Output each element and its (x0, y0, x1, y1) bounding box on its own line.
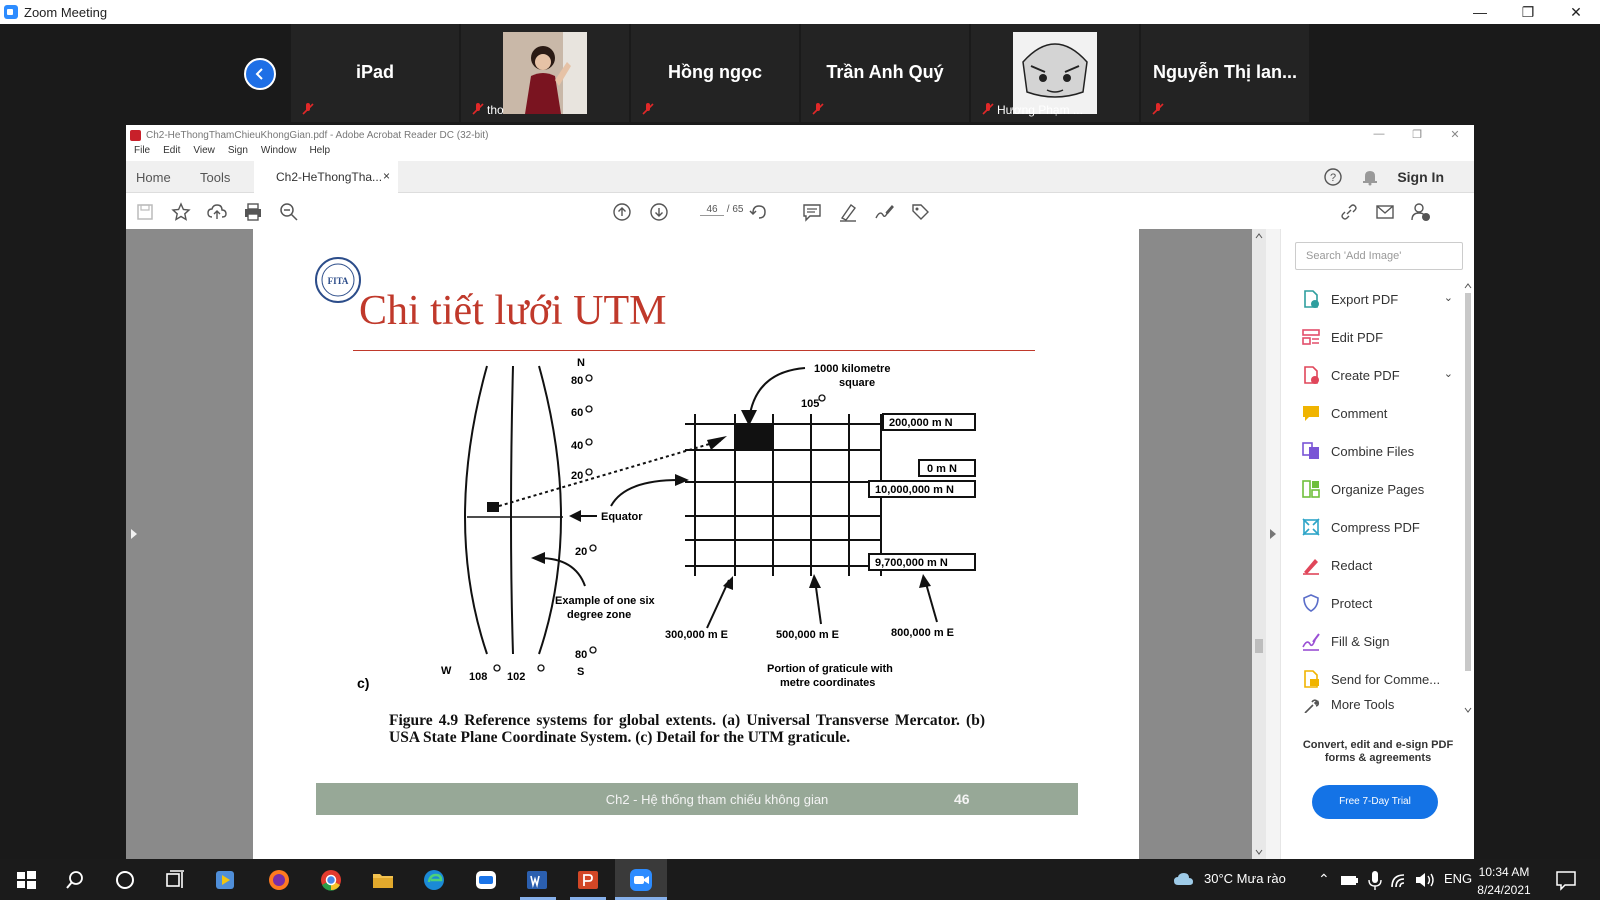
tool-label: Edit PDF (1331, 329, 1384, 345)
participant-name: iPad (355, 62, 394, 82)
notification-icon[interactable] (1553, 867, 1579, 893)
chevron-left-icon (253, 67, 267, 81)
chevron-down-icon[interactable]: ⌄ (1443, 292, 1453, 304)
clock-time: 10:34 AM (1478, 865, 1530, 879)
label-km-square-line1: 1000 kilometre (814, 363, 891, 375)
tool-protect[interactable] (1301, 591, 1471, 615)
organize-pages-icon (1301, 479, 1321, 499)
slide-footer (316, 783, 1078, 815)
participant-label: Hương Phạm ... (997, 103, 1083, 117)
pdf-page (253, 229, 1139, 859)
label-lon-108: 108 (469, 671, 488, 683)
combine-files-icon (1301, 441, 1321, 461)
zoom-taskbar-button[interactable] (615, 859, 667, 900)
label-lat-40: 40 (571, 440, 584, 452)
chrome-icon[interactable] (318, 867, 344, 893)
tab-tools[interactable]: Tools (200, 170, 231, 185)
shield-icon (1301, 593, 1321, 613)
tool-label: More Tools (1331, 697, 1395, 712)
acrobat-restore-button[interactable]: ❐ (1412, 128, 1422, 141)
scroll-up-icon[interactable] (1255, 233, 1263, 239)
tool-fill-sign[interactable] (1301, 629, 1471, 653)
tool-compress-pdf[interactable] (1301, 515, 1471, 539)
restore-button[interactable]: ❐ (1521, 3, 1535, 20)
export-pdf-icon (1301, 289, 1321, 309)
clock[interactable] (1470, 863, 1538, 899)
file-explorer-icon[interactable] (370, 867, 396, 893)
share-tag-icon[interactable] (909, 201, 931, 223)
tool-label: Organize Pages (1331, 481, 1425, 497)
menu-help[interactable]: Help (309, 145, 331, 156)
firefox-icon[interactable] (266, 867, 292, 893)
cortana-icon[interactable] (112, 867, 138, 893)
zoom-title-bar (0, 0, 1600, 24)
collapse-panel-icon (1269, 529, 1277, 539)
page-number-input[interactable]: 46 (700, 204, 724, 216)
wrench-icon (1301, 697, 1321, 713)
label-portion-line2: metre coordinates (780, 677, 876, 689)
zalo-icon[interactable] (473, 867, 499, 893)
save-icon[interactable] (134, 201, 156, 223)
mic-muted-icon (301, 102, 315, 116)
label-zone-line1: Example of one six (555, 595, 655, 607)
participant-tile[interactable] (461, 24, 629, 122)
label-800000-m-e: 800,000 m E (891, 627, 954, 639)
weather-text[interactable]: 30°C Mưa rào (1204, 871, 1286, 886)
mic-muted-icon (641, 102, 655, 116)
tool-label: Compress PDF (1331, 519, 1420, 535)
comment-tool-icon (1301, 403, 1321, 423)
tool-send-for-comments[interactable] (1301, 667, 1471, 691)
weather-icon (1172, 867, 1198, 893)
promo-text: Convert, edit and e-sign PDF forms & agreements (1302, 739, 1454, 764)
mic-muted-icon (1151, 102, 1165, 116)
comment-icon[interactable] (801, 201, 823, 223)
tool-label: Create PDF (1331, 367, 1400, 383)
tool-organize-pages[interactable] (1301, 477, 1471, 501)
tools-search-input[interactable]: Search 'Add Image' (1295, 242, 1463, 270)
tool-label: Send for Comme... (1331, 671, 1441, 687)
page-number-control (700, 204, 743, 216)
tool-combine-files[interactable] (1301, 439, 1471, 463)
acrobat-window (126, 125, 1474, 859)
clock-date: 8/24/2021 (1477, 883, 1531, 897)
tool-create-pdf[interactable] (1301, 363, 1471, 387)
menu-file[interactable]: File (134, 145, 151, 156)
redact-icon (1301, 555, 1321, 575)
menu-window[interactable]: Window (260, 145, 297, 156)
taskbar (0, 859, 1600, 900)
tool-label: Fill & Sign (1331, 633, 1390, 649)
zoom-window-title: Zoom Meeting (24, 4, 108, 20)
language-indicator[interactable]: ENG (1444, 871, 1473, 886)
task-view-icon[interactable] (162, 867, 188, 893)
tab-document[interactable] (254, 161, 398, 193)
participant-tile[interactable] (801, 24, 969, 122)
windows-start-icon[interactable] (13, 867, 39, 893)
wifi-icon[interactable] (1388, 867, 1414, 893)
participant-tile[interactable] (631, 24, 799, 122)
powerpoint-icon[interactable] (575, 867, 601, 893)
tab-bar (126, 161, 1474, 193)
label-10000000-m-n: 10,000,000 m N (875, 484, 954, 496)
tool-more-tools[interactable] (1301, 697, 1471, 713)
zoom-window-controls (1456, 0, 1600, 24)
create-pdf-icon (1301, 365, 1321, 385)
account-area (1323, 167, 1444, 187)
tool-label: Protect (1331, 595, 1373, 611)
add-user-icon[interactable] (1410, 201, 1432, 223)
send-for-comments-icon (1301, 669, 1321, 689)
scroll-down-icon[interactable] (1255, 849, 1263, 855)
acrobat-title-bar (126, 125, 1474, 145)
menu-sign[interactable]: Sign (227, 145, 248, 156)
logo-text: FITA (327, 276, 349, 286)
figure-caption: Figure 4.9 Reference systems for global extents. (a) Universal Transverse Mercator. (b) USA State Plane Coordinate System. (c) Detail for the UTM graticule. (389, 712, 985, 746)
label-portion-line1: Portion of graticule with (767, 663, 893, 675)
label-0-m-n: 0 m N (927, 463, 957, 475)
title-divider (353, 350, 1035, 351)
participant-label: tho (487, 103, 504, 117)
previous-page-button[interactable] (244, 58, 276, 90)
menu-bar (126, 145, 1474, 161)
microphone-icon[interactable] (1362, 867, 1388, 893)
minimize-button[interactable]: — (1473, 4, 1487, 20)
participant-tile[interactable] (1141, 24, 1309, 122)
chevron-down-icon[interactable]: ⌄ (1443, 368, 1453, 380)
link-share-icon[interactable] (1338, 201, 1360, 223)
label-lon-102: 102 (507, 671, 526, 683)
sign-icon[interactable] (873, 201, 895, 223)
zoom-out-icon[interactable] (278, 201, 300, 223)
edge-icon[interactable] (421, 867, 447, 893)
tools-scrollbar[interactable] (1463, 283, 1473, 713)
close-button[interactable]: ✕ (1570, 3, 1582, 20)
battery-icon[interactable] (1336, 867, 1362, 893)
tool-label: Redact (1331, 557, 1373, 573)
label-lat-60: 60 (571, 407, 584, 419)
media-player-icon[interactable] (212, 867, 238, 893)
zoom-app-icon (4, 5, 18, 19)
slide-title: Chi tiết lưới UTM (359, 288, 667, 334)
document-scrollbar[interactable] (1252, 229, 1266, 859)
left-panel-toggle-icon[interactable] (130, 529, 138, 539)
pdf-icon (130, 130, 141, 141)
highlight-icon[interactable] (837, 201, 859, 223)
mic-muted-icon (981, 102, 995, 116)
fill-sign-icon (1301, 631, 1321, 651)
participant-name: Trần Anh Quý (826, 62, 944, 82)
compress-pdf-icon (1301, 517, 1321, 537)
label-9700000-m-n: 9,700,000 m N (875, 557, 948, 569)
menu-edit[interactable]: Edit (163, 145, 181, 156)
scroll-thumb[interactable] (1255, 639, 1263, 653)
menu-view[interactable]: View (193, 145, 215, 156)
participant-tile[interactable] (291, 24, 459, 122)
label-panel-c: c) (357, 675, 370, 691)
label-lat-20: 20 (571, 470, 584, 482)
label-w: W (441, 665, 452, 677)
tool-label: Comment (1331, 405, 1388, 421)
email-icon[interactable] (1374, 201, 1396, 223)
acrobat-window-controls (1360, 125, 1474, 143)
word-icon[interactable] (524, 867, 550, 893)
participant-video (503, 32, 587, 114)
tool-label: Combine Files (1331, 443, 1415, 459)
free-trial-button[interactable]: Free 7-Day Trial (1312, 785, 1438, 819)
svg-text:?: ? (1330, 172, 1337, 184)
university-logo (315, 257, 361, 303)
print-icon[interactable] (242, 201, 264, 223)
page-separator: / (726, 204, 730, 215)
help-icon[interactable] (1323, 167, 1343, 187)
tool-edit-pdf[interactable] (1301, 325, 1471, 349)
label-equator: Equator (601, 511, 643, 523)
document-tab-label: Ch2-HeThongTha... (276, 170, 383, 184)
participant-name: Nguyễn Thị lan... (1152, 62, 1297, 82)
previous-page-icon[interactable] (611, 201, 633, 223)
cloud-upload-icon[interactable] (206, 201, 228, 223)
bell-icon[interactable] (1361, 168, 1379, 186)
label-lat-80-south: 80 (575, 649, 588, 661)
search-icon[interactable] (62, 867, 88, 893)
acrobat-close-button[interactable]: ✕ (1450, 128, 1460, 141)
page-total: 65 (732, 204, 744, 215)
acrobat-window-title: Ch2-HeThongThamChieuKhongGian.pdf - Adobe Acrobat Reader DC (32-bit) (146, 129, 489, 141)
star-icon[interactable] (170, 201, 192, 223)
label-s: S (577, 666, 585, 678)
utm-figure (343, 354, 1003, 699)
label-km-square-line2: square (839, 377, 876, 389)
label-lat-20-south: 20 (575, 546, 588, 558)
label-200000-m-n: 200,000 m N (889, 417, 953, 429)
tools-panel (1280, 229, 1474, 859)
label-500000-m-e: 500,000 m E (776, 629, 839, 641)
tool-label: Export PDF (1331, 291, 1399, 307)
label-zone-line2: degree zone (567, 609, 632, 621)
zoom-icon (628, 867, 654, 893)
tab-home[interactable]: Home (136, 170, 171, 185)
right-panel-toggle[interactable] (1266, 229, 1280, 859)
label-lat-80: 80 (571, 375, 584, 387)
label-lon-105: 105 (801, 398, 820, 410)
toolbar (126, 193, 1474, 231)
edit-pdf-icon (1301, 327, 1321, 347)
participant-gallery (0, 24, 1600, 124)
participant-name: Hồng ngọc (668, 62, 762, 82)
scroll-down-icon[interactable] (1464, 707, 1472, 713)
tool-comment[interactable] (1301, 401, 1471, 425)
mic-muted-icon (811, 102, 825, 116)
tool-redact[interactable] (1301, 553, 1471, 577)
scroll-up-icon[interactable] (1464, 283, 1472, 289)
tool-export-pdf[interactable] (1301, 287, 1471, 311)
mic-muted-icon (471, 102, 485, 116)
footer-text: Ch2 - Hệ thống tham chiếu không gian (605, 792, 829, 807)
participant-tile[interactable] (971, 24, 1139, 122)
label-n: N (577, 357, 585, 369)
rotate-icon[interactable] (748, 201, 770, 223)
next-page-icon[interactable] (648, 201, 670, 223)
participant-video (1013, 32, 1097, 114)
footer-page-number: 46 (954, 791, 970, 807)
acrobat-minimize-button[interactable]: — (1373, 128, 1385, 140)
volume-icon[interactable] (1412, 867, 1438, 893)
document-view (126, 229, 1252, 859)
tray-chevron-up-icon[interactable]: ⌃ (1318, 871, 1330, 887)
sign-in-link[interactable]: Sign In (1397, 169, 1444, 185)
close-tab-icon[interactable]: × (382, 169, 390, 183)
tools-scroll-thumb[interactable] (1465, 293, 1471, 671)
label-300000-m-e: 300,000 m E (665, 629, 728, 641)
